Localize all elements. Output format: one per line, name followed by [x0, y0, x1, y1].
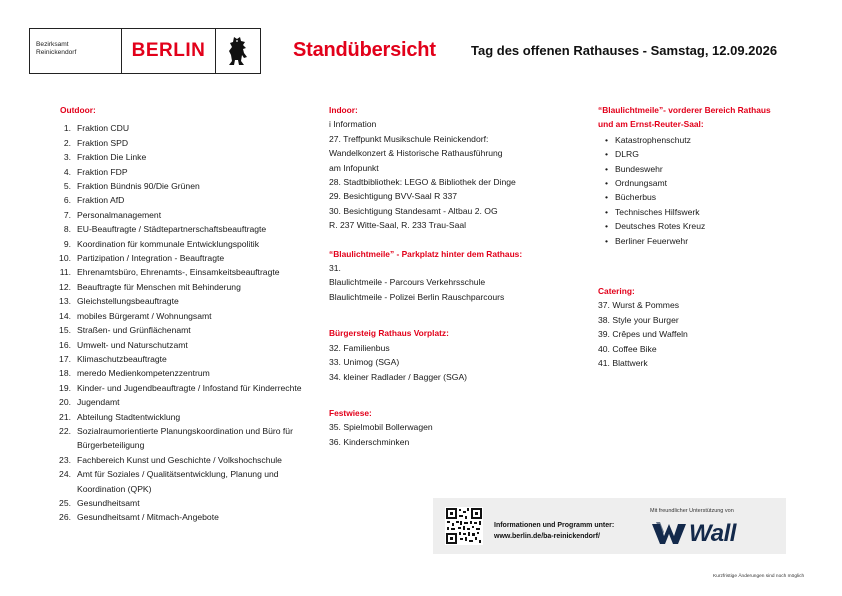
- qr-code-icon[interactable]: [445, 507, 483, 545]
- list-item: 27. Treffpunkt Musikschule Reinickendorf:: [329, 133, 489, 144]
- item-text: Jugendamt: [77, 397, 120, 408]
- item-number: 15.: [59, 325, 71, 336]
- item-text: Fraktion Bündnis 90/Die Grünen: [77, 181, 200, 192]
- outdoor-title: Outdoor:: [60, 105, 96, 115]
- indoor-title: Indoor:: [329, 105, 358, 115]
- blaulicht-front-title-2: und am Ernst-Reuter-Saal:: [598, 119, 704, 130]
- list-item: [60, 395, 310, 409]
- item-text: Klimaschutzbeauftragte: [77, 353, 167, 364]
- item-text: Umwelt- und Naturschutzamt: [77, 339, 188, 350]
- middle-column: [329, 103, 579, 449]
- berlin-bear-icon: [216, 29, 260, 73]
- list-item: [60, 381, 310, 395]
- item-number: 9.: [63, 238, 71, 249]
- list-item: [60, 294, 310, 308]
- item-text: Beauftragte für Menschen mit Behinderung: [77, 281, 241, 292]
- list-item: [60, 424, 310, 453]
- list-item: [60, 251, 310, 265]
- item-number: 4.: [63, 166, 71, 177]
- item-text: mobiles Bürgeramt / Wohnungsamt: [77, 310, 212, 321]
- item-number: 14.: [59, 310, 71, 321]
- list-item: • Ordnungsamt: [605, 176, 798, 190]
- catering-title: Catering:: [598, 286, 635, 297]
- list-item: • Katastrophenschutz: [605, 133, 798, 147]
- list-item: • Bücherbus: [605, 190, 798, 204]
- item-number: 23.: [59, 454, 71, 465]
- buergersteig-list: [329, 341, 579, 384]
- list-item: [60, 121, 310, 135]
- footer-info-line: Informationen und Programm unter:: [494, 522, 615, 529]
- list-item: • Technisches Hilfswerk: [605, 205, 798, 219]
- item-number: 19.: [59, 382, 71, 393]
- item-number: 26.: [59, 512, 71, 523]
- city-wordmark: BERLIN: [122, 29, 216, 73]
- list-item: [60, 410, 310, 424]
- list-item: [60, 309, 310, 323]
- list-item: [60, 510, 310, 524]
- item-text: Abteilung Stadtentwicklung: [77, 411, 181, 422]
- list-item: [60, 366, 310, 380]
- list-item: 38. Style your Burger: [598, 314, 679, 325]
- wall-chevron-icon: [652, 522, 686, 546]
- item-number: 11.: [59, 267, 71, 278]
- list-item: [60, 323, 310, 337]
- list-item: • DLRG: [605, 147, 798, 161]
- footer-panel: [433, 498, 786, 554]
- list-item: [60, 453, 310, 467]
- item-number: 16.: [59, 339, 71, 350]
- list-item: 36. Kinderschminken: [329, 436, 410, 447]
- item-text: Fraktion SPD: [77, 137, 129, 148]
- list-item: 29. Besichtigung BVV-Saal R 337: [329, 191, 458, 202]
- list-item: [60, 237, 310, 251]
- list-item: 40. Coffee Bike: [598, 343, 657, 354]
- berlin-logo: [29, 28, 261, 74]
- blaulicht-park-list: [329, 261, 579, 304]
- blaulicht-front-title-1: “Blaulichtmeile”- vorderer Bereich Rathaus: [598, 105, 771, 115]
- footer-url-link[interactable]: www.berlin.de/ba-reinickendorf/: [494, 533, 600, 540]
- list-item: • Bundeswehr: [605, 162, 798, 176]
- item-number: 2.: [63, 137, 71, 148]
- item-number: 12.: [59, 281, 71, 292]
- list-item: am Infopunkt: [329, 162, 379, 173]
- right-column: [598, 103, 798, 371]
- list-item: 34. kleiner Radlader / Bagger (SGA): [329, 371, 468, 382]
- item-text: Ehrenamtsbüro, Ehrenamts-, Einsamkeitsbeauftragte: [77, 267, 280, 278]
- item-number: 20.: [59, 397, 71, 408]
- item-text: Kinder- und Jugendbeauftragte / Infostand für Kinderrechte: [77, 382, 302, 393]
- sponsor-logo: [652, 520, 736, 548]
- item-text: meredo Medienkompetenzzentrum: [77, 368, 210, 379]
- list-item: [60, 280, 310, 294]
- district-label: [30, 29, 122, 73]
- list-item: [60, 208, 310, 222]
- item-number: 21.: [59, 411, 71, 422]
- sponsor-name: Wall: [689, 520, 736, 547]
- page-title: Standübersicht: [293, 39, 436, 61]
- list-item: Blaulichtmeile - Polizei Berlin Rauschparcours: [329, 291, 505, 302]
- item-text: Fachbereich Kunst und Geschichte / Volkshochschule: [77, 454, 282, 465]
- list-item: [60, 165, 310, 179]
- item-number: 3.: [63, 152, 71, 163]
- outdoor-list: [60, 121, 310, 524]
- item-text: Amt für Soziales / Qualitätsentwicklung, Planung und Koordination (QPK): [77, 469, 279, 494]
- list-item: • Deutsches Rotes Kreuz: [605, 219, 798, 233]
- blaulicht-front-list: [598, 133, 798, 248]
- list-item: [60, 150, 310, 164]
- item-text: Straßen- und Grünflächenamt: [77, 325, 191, 336]
- indoor-list: [329, 117, 579, 232]
- item-number: 6.: [63, 195, 71, 206]
- list-item: [60, 193, 310, 207]
- list-item: 30. Besichtigung Standesamt - Altbau 2. OG: [329, 205, 498, 216]
- disclaimer-note: Kurzfristige Änderungen sind noch möglich: [713, 574, 805, 579]
- item-text: Sozialraumorientierte Planungskoordination und Büro für Bürgerbeteiligung: [77, 425, 293, 451]
- list-item: [60, 352, 310, 366]
- item-text: Gesundheitsamt: [77, 497, 140, 508]
- buergersteig-title: Bürgersteig Rathaus Vorplatz:: [329, 328, 449, 339]
- item-number: 13.: [59, 296, 71, 307]
- item-number: 1.: [63, 123, 71, 134]
- list-item: 32. Familienbus: [329, 342, 390, 353]
- item-number: 24.: [59, 469, 71, 480]
- list-item: 35. Spielmobil Bollerwagen: [329, 422, 433, 433]
- list-item: i Information: [329, 119, 377, 130]
- list-item: Blaulichtmeile - Parcours Verkehrsschule: [329, 277, 486, 288]
- catering-list: [598, 298, 798, 370]
- sponsor-label: Mit freundlicher Unterstützung von: [650, 508, 734, 514]
- list-item: • Berliner Feuerwehr: [605, 234, 798, 248]
- outdoor-section: [60, 103, 310, 525]
- list-item: 37. Wurst & Pommes: [598, 300, 680, 311]
- festwiese-list: [329, 420, 579, 449]
- event-subtitle: Tag des offenen Rathauses - Samstag, 12.09.2026: [471, 43, 778, 58]
- district-line-2: Reinickendorf: [36, 49, 77, 56]
- item-number: 10.: [59, 253, 71, 264]
- footer-info: [494, 520, 614, 542]
- list-item: [60, 265, 310, 279]
- blaulicht-park-title: “Blaulichtmeile” - Parkplatz hinter dem Rathaus:: [329, 248, 523, 259]
- list-item: [60, 338, 310, 352]
- district-line-1: Bezirksamt: [36, 41, 69, 48]
- festwiese-title: Festwiese:: [329, 407, 372, 418]
- item-number: 22.: [59, 425, 71, 436]
- item-text: Partizipation / Integration - Beauftragte: [77, 253, 225, 264]
- item-number: 25.: [59, 497, 71, 508]
- list-item: 33. Unimog (SGA): [329, 357, 400, 368]
- item-text: Gesundheitsamt / Mitmach-Angebote: [77, 512, 219, 523]
- list-item: [60, 179, 310, 193]
- item-number: 5.: [63, 181, 71, 192]
- list-item: [60, 222, 310, 236]
- item-text: Fraktion AfD: [77, 195, 125, 206]
- list-item: Wandelkonzert & Historische Rathausführung: [329, 148, 503, 159]
- item-text: Personalmanagement: [77, 209, 162, 220]
- list-item: [60, 136, 310, 150]
- list-item: [60, 496, 310, 510]
- item-text: EU-Beauftragte / Städtepartnerschaftsbeauftragte: [77, 224, 267, 235]
- item-text: Fraktion FDP: [77, 166, 128, 177]
- item-number: 7.: [63, 209, 71, 220]
- item-text: Fraktion Die Linke: [77, 152, 147, 163]
- list-item: [60, 467, 310, 496]
- list-item: 28. Stadtbibliothek: LEGO & Bibliothek der Dinge: [329, 177, 516, 188]
- item-text: Gleichstellungsbeauftragte: [77, 296, 179, 307]
- list-item: 39. Crêpes und Waffeln: [598, 329, 688, 340]
- item-text: Koordination für kommunale Entwicklungspolitik: [77, 238, 259, 249]
- item-number: 17.: [59, 353, 71, 364]
- item-text: Fraktion CDU: [77, 123, 130, 134]
- list-item: 41. Blattwerk: [598, 358, 648, 369]
- item-number: 8.: [63, 224, 71, 235]
- item-number: 18.: [59, 368, 71, 379]
- list-item: 31.: [329, 263, 341, 274]
- list-item: R. 237 Witte-Saal, R. 233 Trau-Saal: [329, 220, 467, 231]
